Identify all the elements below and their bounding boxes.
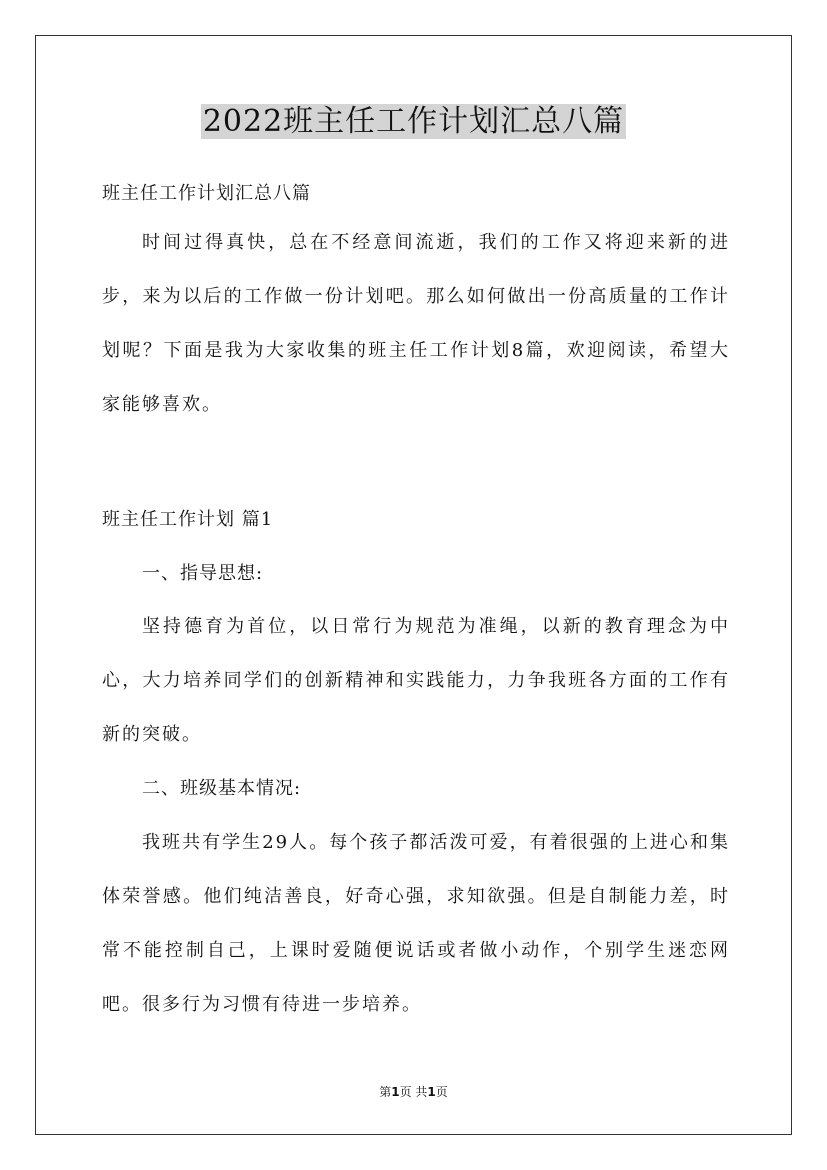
footer-page-total: 1 bbox=[427, 1085, 436, 1099]
document-title bbox=[0, 102, 827, 142]
document-subtitle: 班主任工作计划汇总八篇 bbox=[102, 183, 311, 204]
footer-page-current: 1 bbox=[391, 1085, 400, 1099]
document-title-text: 2022班主任工作计划汇总八篇 bbox=[202, 104, 625, 139]
page-footer bbox=[0, 1083, 827, 1101]
footer-mid: 页 共 bbox=[399, 1085, 428, 1099]
part2-paragraph: 我班共有学生29人。每个孩子都活泼可爱，有着很强的上进心和集体荣誉感。他们纯洁善良，好奇心强，求知欲强。但是自制能力差，时常不能控制自己，上课时爱随便说话或者做小动作，个别学生迷恋网吧。很多行为习惯有待进一步培养。 bbox=[102, 832, 730, 1015]
section-heading: 班主任工作计划 篇1 bbox=[102, 509, 274, 530]
footer-prefix: 第 bbox=[379, 1085, 392, 1099]
intro-paragraph: 时间过得真快，总在不经意间流逝，我们的工作又将迎来新的进步，来为以后的工作做一份计划吧。那么如何做出一份高质量的工作计划呢？下面是我为大家收集的班主任工作计划8篇，欢迎阅读，希望大家能够喜欢。 bbox=[102, 232, 730, 415]
footer-suffix: 页 bbox=[435, 1085, 448, 1099]
part1-paragraph: 坚持德育为首位，以日常行为规范为准绳，以新的教育理念为中心，大力培养同学们的创新精神和实践能力，力争我班各方面的工作有新的突破。 bbox=[102, 616, 730, 745]
part2-heading: 二、班级基本情况: bbox=[142, 778, 302, 799]
part1-heading: 一、指导思想: bbox=[142, 563, 264, 584]
